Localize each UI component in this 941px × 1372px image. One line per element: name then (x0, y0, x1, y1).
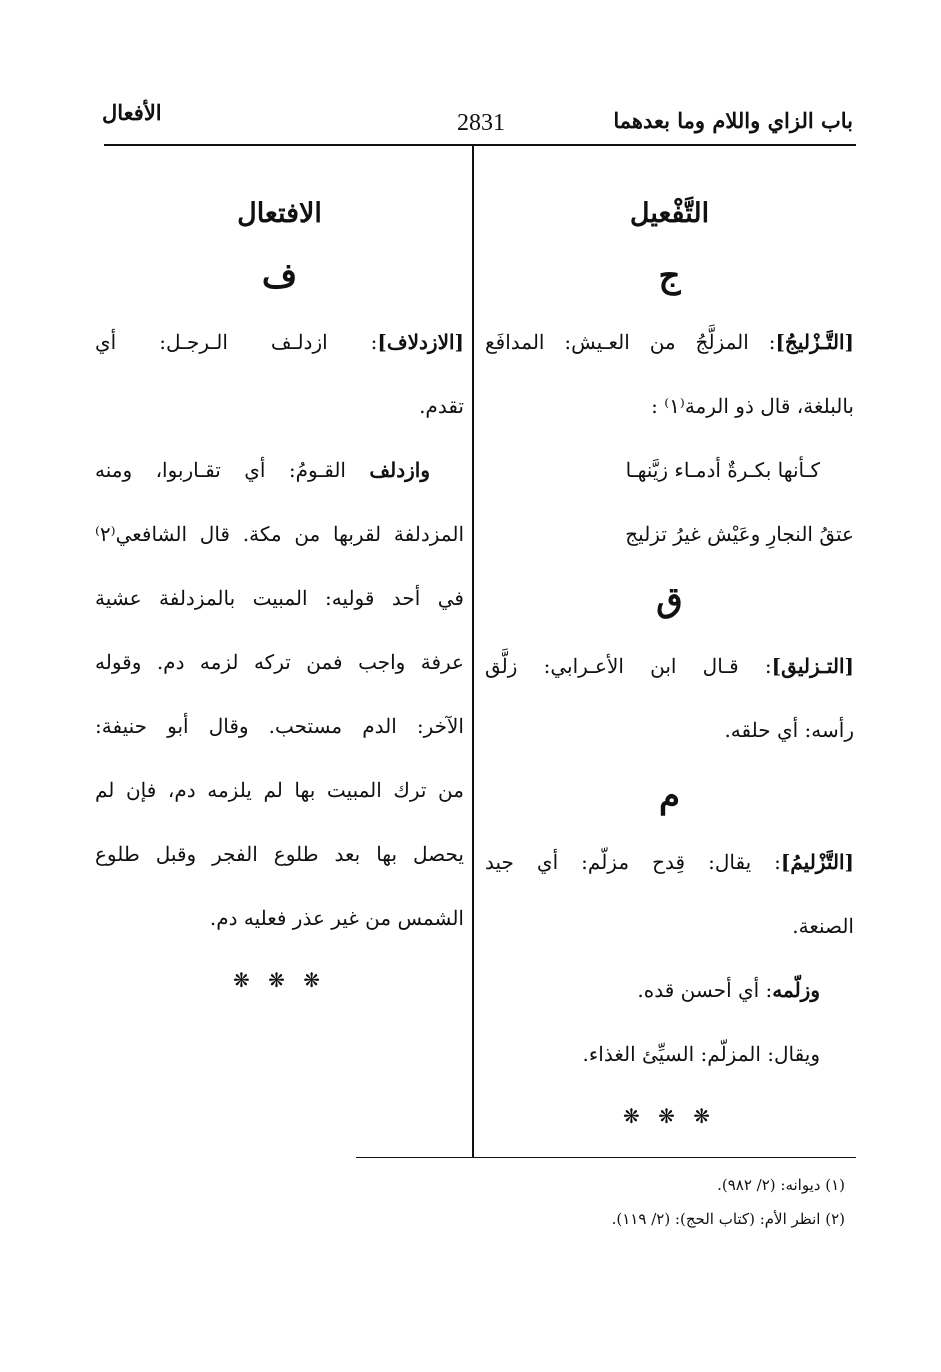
footnote-2: (٢) انظر الأم: (كتاب الحج): (٢/ ١١٩). (611, 1210, 845, 1228)
text-line-muzdalifa: المزدلفة لقربها من مكة. قال الشافعي⁽٢⁾ (95, 522, 464, 546)
header-rule (104, 144, 856, 146)
letter-heading-jim: ج (658, 256, 681, 296)
right-column (485, 186, 854, 1146)
text-line-yahsul: يحصل بها بعد طلوع الفجر وقبل طلوع (95, 842, 464, 866)
entry-text: : ازدلـف الـرجـل: أي (95, 330, 378, 354)
text-line-akhar: الآخر: الدم مستحب. وقال أبو حنيفة: (95, 714, 464, 738)
entry-text: : يقال: قِدح مزلّم: أي جيد (485, 850, 781, 874)
section-end-stars: ❋ ❋ ❋ (233, 968, 326, 992)
entry-zallamahu (485, 958, 854, 1022)
entry-term: وازدلف (369, 458, 430, 482)
entry-izdalafa-line1 (95, 438, 464, 502)
entry-text: : أي أحسن قده. (637, 978, 773, 1002)
footnote-1: (١) ديوانه: (٢/ ٩٨٢). (717, 1176, 845, 1194)
text-line-arafa: عرفة واجب فمن تركه لزمه دم. وقوله (95, 650, 464, 674)
letter-heading-qaf: ق (656, 580, 683, 620)
left-column (95, 186, 464, 1010)
entry-tazlij-line1 (485, 310, 854, 374)
entry-term: [الازدلاف] (377, 330, 464, 354)
section-end-stars: ❋ ❋ ❋ (623, 1104, 716, 1128)
entry-yuqal: ويقال: المزلّم: السيِّئ الغذاء. (582, 1042, 820, 1066)
entry-term: [التـزليق] (771, 654, 854, 678)
entry-text: : المزلَّجُ من العـيش: المدافَع (485, 330, 776, 354)
entry-term: [التَّـزْليجُ] (775, 330, 854, 354)
verse-line1: كـأنها بكـرةٌ أدمـاء زيَّنهـا (625, 458, 820, 482)
letter-heading-fa: ف (261, 256, 298, 296)
section-title-iftial: الافتعال (237, 198, 322, 229)
entry-term: [التَّزْليمُ] (780, 850, 854, 874)
text-line-qawlayhi: في أحد قوليه: المبيت بالمزدلفة عشية (95, 586, 464, 610)
text-line-man-taraka: من ترك المبيت بها لم يلزمه دم، فإن لم (95, 778, 464, 802)
entry-tazlim-line1 (485, 830, 854, 894)
entry-term: وزلّمه (772, 978, 820, 1002)
entry-tazlim-line2: الصنعة. (792, 914, 854, 938)
entry-izdilaf-line2: تقدم. (419, 394, 464, 418)
text-line-shams: الشمس من غير عذر فعليه دم. (209, 906, 464, 930)
entry-text: القـومُ: أي تقـاربوا، ومنه (95, 458, 346, 482)
column-divider (472, 146, 474, 1157)
footnote-rule (356, 1157, 856, 1158)
verse-line2: عتقُ النجارِ وعَيْش غيرُ تزليج (625, 522, 854, 546)
entry-tazliq-line1 (485, 634, 854, 698)
entry-tazlij-line2: بالبلغة، قال ذو الرمة⁽١⁾ : (651, 394, 854, 418)
entry-izdilaf-line1 (95, 310, 464, 374)
entry-tazliq-line2: رأسه: أي حلقه. (724, 718, 854, 742)
letter-heading-mim: م (658, 776, 681, 816)
running-header-section: الأفعال (102, 100, 162, 125)
entry-text: : قـال ابن الأعـرابي: زلَّق (485, 654, 772, 678)
running-header-chapter: باب الزاي واللام وما بعدهما (613, 108, 853, 133)
section-title-tafil: التَّفْعيل (629, 198, 710, 229)
page-number: 2831 (457, 110, 505, 136)
